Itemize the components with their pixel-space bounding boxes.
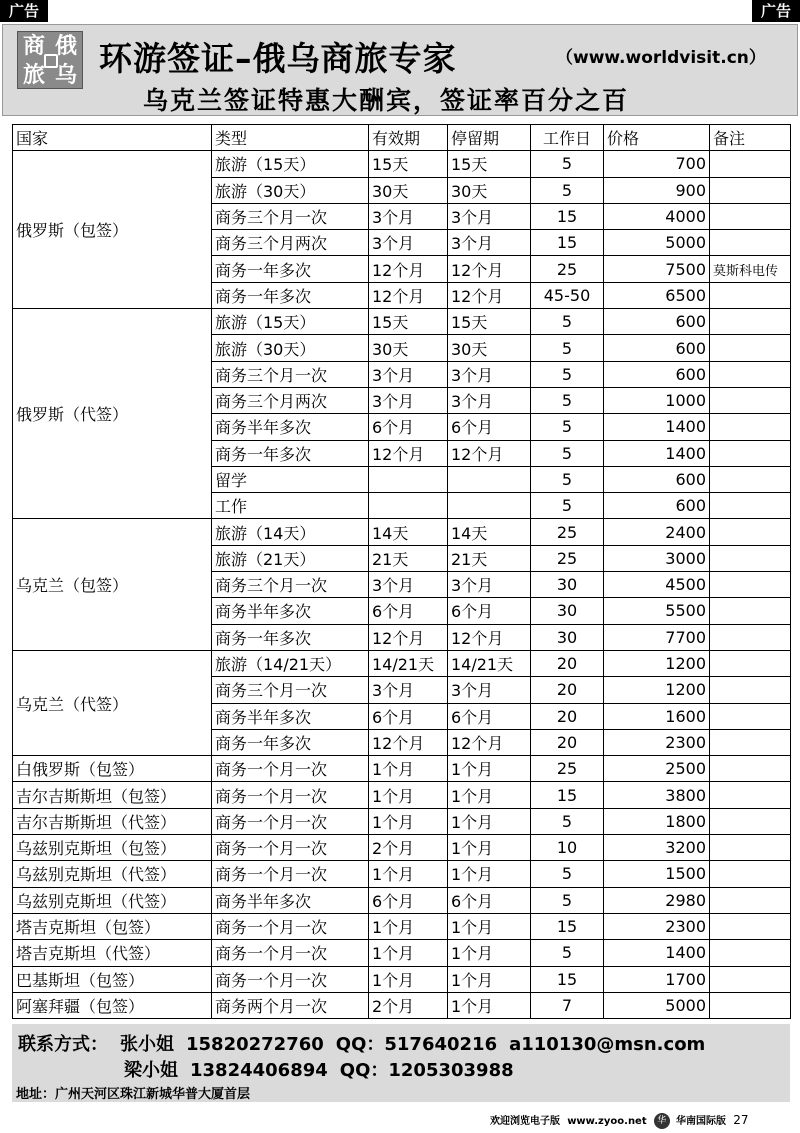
visa-type-cell: 工作: [212, 493, 369, 519]
logo-char: 俄: [54, 33, 77, 59]
visa-type-cell: 商务一个月一次: [212, 966, 369, 992]
workdays-cell: 30: [531, 598, 604, 624]
workdays-cell: 15: [531, 230, 604, 256]
stay-cell: 3个月: [448, 230, 531, 256]
validity-cell: [369, 466, 448, 492]
price-cell: 5000: [604, 992, 710, 1018]
workdays-cell: 25: [531, 519, 604, 545]
table-body: [13, 151, 791, 1019]
note-cell: 莫斯科电传: [710, 256, 791, 282]
workdays-cell: 25: [531, 545, 604, 571]
stay-cell: 1个月: [448, 966, 531, 992]
validity-cell: 3个月: [369, 361, 448, 387]
contact-box: [12, 1024, 790, 1102]
stay-cell: [448, 493, 531, 519]
country-cell: 塔吉克斯坦（包签）: [13, 913, 212, 939]
price-cell: 1000: [604, 387, 710, 413]
stay-cell: 14天: [448, 519, 531, 545]
stay-cell: 12个月: [448, 729, 531, 755]
country-cell: 塔吉克斯坦（代签）: [13, 940, 212, 966]
workdays-cell: 15: [531, 966, 604, 992]
country-cell: 乌兹别克斯坦（代签）: [13, 861, 212, 887]
workdays-cell: 15: [531, 203, 604, 229]
stay-cell: [448, 466, 531, 492]
subtitle: 乌克兰签证特惠大酬宾，签证率百分之百: [143, 86, 630, 115]
contact-email[interactable]: a110130@msn.com: [509, 1034, 706, 1055]
validity-cell: 6个月: [369, 598, 448, 624]
visa-type-cell: 旅游（14天）: [212, 519, 369, 545]
visa-type-cell: 商务一年多次: [212, 729, 369, 755]
validity-cell: 3个月: [369, 572, 448, 598]
note-cell: [710, 835, 791, 861]
price-cell: 2980: [604, 887, 710, 913]
stay-cell: 12个月: [448, 256, 531, 282]
column-header: 价格: [604, 125, 710, 151]
contact-qq-2: QQ：1205303988: [339, 1060, 514, 1081]
validity-cell: 1个月: [369, 913, 448, 939]
price-cell: 5500: [604, 598, 710, 624]
note-cell: [710, 466, 791, 492]
workdays-cell: 5: [531, 940, 604, 966]
column-header: 国家: [13, 125, 212, 151]
column-header: 工作日: [531, 125, 604, 151]
price-cell: 600: [604, 493, 710, 519]
visa-type-cell: 旅游（30天）: [212, 177, 369, 203]
column-header: 备注: [710, 125, 791, 151]
note-cell: [710, 545, 791, 571]
note-cell: [710, 493, 791, 519]
visa-type-cell: 商务半年多次: [212, 887, 369, 913]
price-cell: 2300: [604, 913, 710, 939]
table-header-row: [13, 125, 791, 151]
visa-type-cell: 商务半年多次: [212, 703, 369, 729]
ad-tag-left: 广告: [0, 0, 48, 22]
note-cell: [710, 203, 791, 229]
table-row: [13, 861, 791, 887]
stay-cell: 30天: [448, 177, 531, 203]
validity-cell: 30天: [369, 177, 448, 203]
table-row: [13, 887, 791, 913]
validity-cell: 1个月: [369, 861, 448, 887]
price-cell: 600: [604, 466, 710, 492]
workdays-cell: 15: [531, 782, 604, 808]
note-cell: [710, 361, 791, 387]
table-row: [13, 309, 791, 335]
table-row: [13, 782, 791, 808]
validity-cell: 2个月: [369, 992, 448, 1018]
workdays-cell: 20: [531, 650, 604, 676]
price-cell: 2400: [604, 519, 710, 545]
visa-type-cell: 商务一年多次: [212, 256, 369, 282]
table-row: [13, 940, 791, 966]
price-cell: 7500: [604, 256, 710, 282]
visa-type-cell: 留学: [212, 466, 369, 492]
workdays-cell: 25: [531, 256, 604, 282]
country-cell: 吉尔吉斯斯坦（包签）: [13, 782, 212, 808]
validity-cell: 6个月: [369, 703, 448, 729]
validity-cell: 14/21天: [369, 650, 448, 676]
visa-type-cell: 旅游（15天）: [212, 309, 369, 335]
price-cell: 3800: [604, 782, 710, 808]
validity-cell: 1个月: [369, 808, 448, 834]
logo-seal-icon: [44, 54, 58, 68]
note-cell: [710, 782, 791, 808]
stay-cell: 14/21天: [448, 650, 531, 676]
validity-cell: 14天: [369, 519, 448, 545]
table-row: [13, 992, 791, 1018]
stay-cell: 12个月: [448, 624, 531, 650]
workdays-cell: 5: [531, 861, 604, 887]
workdays-cell: 45-50: [531, 282, 604, 308]
note-cell: [710, 387, 791, 413]
contact-person-2: 梁小姐: [124, 1060, 178, 1081]
workdays-cell: 15: [531, 913, 604, 939]
validity-cell: 6个月: [369, 887, 448, 913]
validity-cell: 30天: [369, 335, 448, 361]
price-cell: 6500: [604, 282, 710, 308]
stay-cell: 1个月: [448, 835, 531, 861]
stay-cell: 1个月: [448, 913, 531, 939]
visa-type-cell: 商务一年多次: [212, 624, 369, 650]
price-cell: 5000: [604, 230, 710, 256]
validity-cell: 15天: [369, 309, 448, 335]
workdays-cell: 5: [531, 151, 604, 177]
stay-cell: 1个月: [448, 940, 531, 966]
note-cell: [710, 887, 791, 913]
price-cell: 600: [604, 309, 710, 335]
price-cell: 3200: [604, 835, 710, 861]
price-cell: 600: [604, 361, 710, 387]
table-row: [13, 808, 791, 834]
stay-cell: 15天: [448, 151, 531, 177]
country-cell: 乌兹别克斯坦（代签）: [13, 887, 212, 913]
footer-site[interactable]: www.zyoo.net: [567, 1116, 647, 1127]
validity-cell: 2个月: [369, 835, 448, 861]
note-cell: [710, 940, 791, 966]
table-row: [13, 913, 791, 939]
stay-cell: 3个月: [448, 203, 531, 229]
price-cell: 900: [604, 177, 710, 203]
visa-type-cell: 商务一个月一次: [212, 756, 369, 782]
country-cell: 乌兹别克斯坦（包签）: [13, 835, 212, 861]
stay-cell: 6个月: [448, 598, 531, 624]
stay-cell: 30天: [448, 335, 531, 361]
workdays-cell: 5: [531, 177, 604, 203]
price-cell: 1200: [604, 677, 710, 703]
contact-address: 地址：广州天河区珠江新城华普大厦首层: [16, 1087, 251, 1102]
country-cell: 乌克兰（包签）: [13, 519, 212, 650]
note-cell: [710, 703, 791, 729]
validity-cell: 21天: [369, 545, 448, 571]
validity-cell: 12个月: [369, 729, 448, 755]
price-cell: 4000: [604, 203, 710, 229]
ad-tag-right: 广告: [752, 0, 800, 22]
country-cell: 乌克兰（代签）: [13, 650, 212, 755]
note-cell: [710, 309, 791, 335]
stay-cell: 21天: [448, 545, 531, 571]
validity-cell: 12个月: [369, 282, 448, 308]
visa-type-cell: 商务一年多次: [212, 440, 369, 466]
workdays-cell: 20: [531, 703, 604, 729]
price-cell: 1500: [604, 861, 710, 887]
visa-type-cell: 旅游（21天）: [212, 545, 369, 571]
validity-cell: 1个月: [369, 966, 448, 992]
site-url[interactable]: （www.worldvisit.cn）: [556, 48, 766, 68]
workdays-cell: 30: [531, 572, 604, 598]
workdays-cell: 5: [531, 309, 604, 335]
workdays-cell: 5: [531, 414, 604, 440]
workdays-cell: 5: [531, 466, 604, 492]
column-header: 有效期: [369, 125, 448, 151]
column-header: 停留期: [448, 125, 531, 151]
contact-qq-1: QQ：517640216: [335, 1034, 498, 1055]
visa-type-cell: 旅游（15天）: [212, 151, 369, 177]
visa-type-cell: 商务三个月一次: [212, 677, 369, 703]
stay-cell: 6个月: [448, 703, 531, 729]
contact-line-1: [18, 1030, 717, 1056]
visa-type-cell: 商务一个月一次: [212, 835, 369, 861]
visa-type-cell: 商务半年多次: [212, 598, 369, 624]
note-cell: [710, 966, 791, 992]
contact-person-1: 张小姐: [120, 1034, 174, 1055]
validity-cell: 12个月: [369, 624, 448, 650]
note-cell: [710, 335, 791, 361]
validity-cell: 3个月: [369, 203, 448, 229]
workdays-cell: 5: [531, 887, 604, 913]
workdays-cell: 5: [531, 361, 604, 387]
contact-phone-2[interactable]: 13824406894: [190, 1060, 328, 1081]
visa-type-cell: 商务两个月一次: [212, 992, 369, 1018]
header-banner: [2, 24, 798, 116]
visa-type-cell: 商务三个月一次: [212, 203, 369, 229]
price-cell: 1600: [604, 703, 710, 729]
price-cell: 1400: [604, 414, 710, 440]
stay-cell: 1个月: [448, 861, 531, 887]
workdays-cell: 7: [531, 992, 604, 1018]
table-row: [13, 756, 791, 782]
note-cell: [710, 729, 791, 755]
note-cell: [710, 756, 791, 782]
validity-cell: 6个月: [369, 414, 448, 440]
note-cell: [710, 992, 791, 1018]
stay-cell: 1个月: [448, 756, 531, 782]
validity-cell: 1个月: [369, 756, 448, 782]
validity-cell: 3个月: [369, 230, 448, 256]
workdays-cell: 10: [531, 835, 604, 861]
note-cell: [710, 230, 791, 256]
validity-cell: 1个月: [369, 782, 448, 808]
note-cell: [710, 282, 791, 308]
visa-type-cell: 旅游（30天）: [212, 335, 369, 361]
note-cell: [710, 598, 791, 624]
contact-line-2: [124, 1056, 526, 1082]
price-cell: 2500: [604, 756, 710, 782]
note-cell: [710, 414, 791, 440]
visa-type-cell: 商务一个月一次: [212, 808, 369, 834]
validity-cell: [369, 493, 448, 519]
workdays-cell: 5: [531, 493, 604, 519]
price-cell: 1200: [604, 650, 710, 676]
table-row: [13, 966, 791, 992]
contact-label: 联系方式：: [18, 1034, 108, 1055]
workdays-cell: 5: [531, 335, 604, 361]
visa-type-cell: 商务一个月一次: [212, 861, 369, 887]
stay-cell: 12个月: [448, 440, 531, 466]
note-cell: [710, 624, 791, 650]
stay-cell: 1个月: [448, 782, 531, 808]
price-cell: 2300: [604, 729, 710, 755]
price-cell: 4500: [604, 572, 710, 598]
price-cell: 600: [604, 335, 710, 361]
note-cell: [710, 151, 791, 177]
page-footer: [490, 1110, 790, 1130]
note-cell: [710, 650, 791, 676]
visa-type-cell: 商务三个月一次: [212, 572, 369, 598]
country-cell: 吉尔吉斯斯坦（代签）: [13, 808, 212, 834]
contact-phone-1[interactable]: 15820272760: [186, 1034, 324, 1055]
workdays-cell: 20: [531, 677, 604, 703]
validity-cell: 3个月: [369, 387, 448, 413]
country-cell: 阿塞拜疆（包签）: [13, 992, 212, 1018]
price-cell: 1400: [604, 440, 710, 466]
validity-cell: 12个月: [369, 440, 448, 466]
price-cell: 1400: [604, 940, 710, 966]
validity-cell: 12个月: [369, 256, 448, 282]
note-cell: [710, 177, 791, 203]
visa-type-cell: 商务三个月两次: [212, 387, 369, 413]
table-row: [13, 151, 791, 177]
visa-type-cell: 商务一个月一次: [212, 940, 369, 966]
stay-cell: 1个月: [448, 992, 531, 1018]
logo-char: 乌: [54, 62, 77, 88]
visa-type-cell: 商务三个月一次: [212, 361, 369, 387]
stay-cell: 12个月: [448, 282, 531, 308]
logo-char: 商: [22, 33, 45, 59]
note-cell: [710, 913, 791, 939]
note-cell: [710, 572, 791, 598]
column-header: 类型: [212, 125, 369, 151]
workdays-cell: 5: [531, 387, 604, 413]
note-cell: [710, 519, 791, 545]
validity-cell: 3个月: [369, 677, 448, 703]
visa-type-cell: 商务一个月一次: [212, 913, 369, 939]
stay-cell: 3个月: [448, 387, 531, 413]
main-title: 环游签证–俄乌商旅专家: [99, 39, 457, 78]
table-row: [13, 519, 791, 545]
visa-price-table: [12, 124, 791, 1019]
page-number: 27: [733, 1113, 749, 1127]
country-cell: 白俄罗斯（包签）: [13, 756, 212, 782]
table-row: [13, 835, 791, 861]
note-cell: [710, 440, 791, 466]
workdays-cell: 20: [531, 729, 604, 755]
workdays-cell: 5: [531, 440, 604, 466]
stay-cell: 6个月: [448, 887, 531, 913]
note-cell: [710, 677, 791, 703]
stay-cell: 6个月: [448, 414, 531, 440]
table-row: [13, 650, 791, 676]
price-cell: 1700: [604, 966, 710, 992]
stay-cell: 15天: [448, 309, 531, 335]
visa-type-cell: 旅游（14/21天）: [212, 650, 369, 676]
publication-logo-icon: 华: [654, 1113, 670, 1129]
visa-type-cell: 商务一个月一次: [212, 782, 369, 808]
logo-char: 旅: [22, 62, 45, 88]
stay-cell: 3个月: [448, 677, 531, 703]
country-cell: 俄罗斯（代签）: [13, 309, 212, 519]
visa-type-cell: 商务半年多次: [212, 414, 369, 440]
note-cell: [710, 861, 791, 887]
country-cell: 巴基斯坦（包签）: [13, 966, 212, 992]
visa-type-cell: 商务一年多次: [212, 282, 369, 308]
price-cell: 1800: [604, 808, 710, 834]
stay-cell: 3个月: [448, 361, 531, 387]
stay-cell: 1个月: [448, 808, 531, 834]
price-cell: 7700: [604, 624, 710, 650]
note-cell: [710, 808, 791, 834]
country-cell: 俄罗斯（包签）: [13, 151, 212, 309]
workdays-cell: 5: [531, 808, 604, 834]
stay-cell: 3个月: [448, 572, 531, 598]
footer-browse-text: 欢迎浏览电子版: [490, 1116, 560, 1127]
footer-publication: 华南国际版: [676, 1116, 726, 1127]
company-logo: [17, 31, 83, 89]
validity-cell: 15天: [369, 151, 448, 177]
workdays-cell: 30: [531, 624, 604, 650]
visa-type-cell: 商务三个月两次: [212, 230, 369, 256]
price-cell: 3000: [604, 545, 710, 571]
price-cell: 700: [604, 151, 710, 177]
validity-cell: 1个月: [369, 940, 448, 966]
workdays-cell: 25: [531, 756, 604, 782]
